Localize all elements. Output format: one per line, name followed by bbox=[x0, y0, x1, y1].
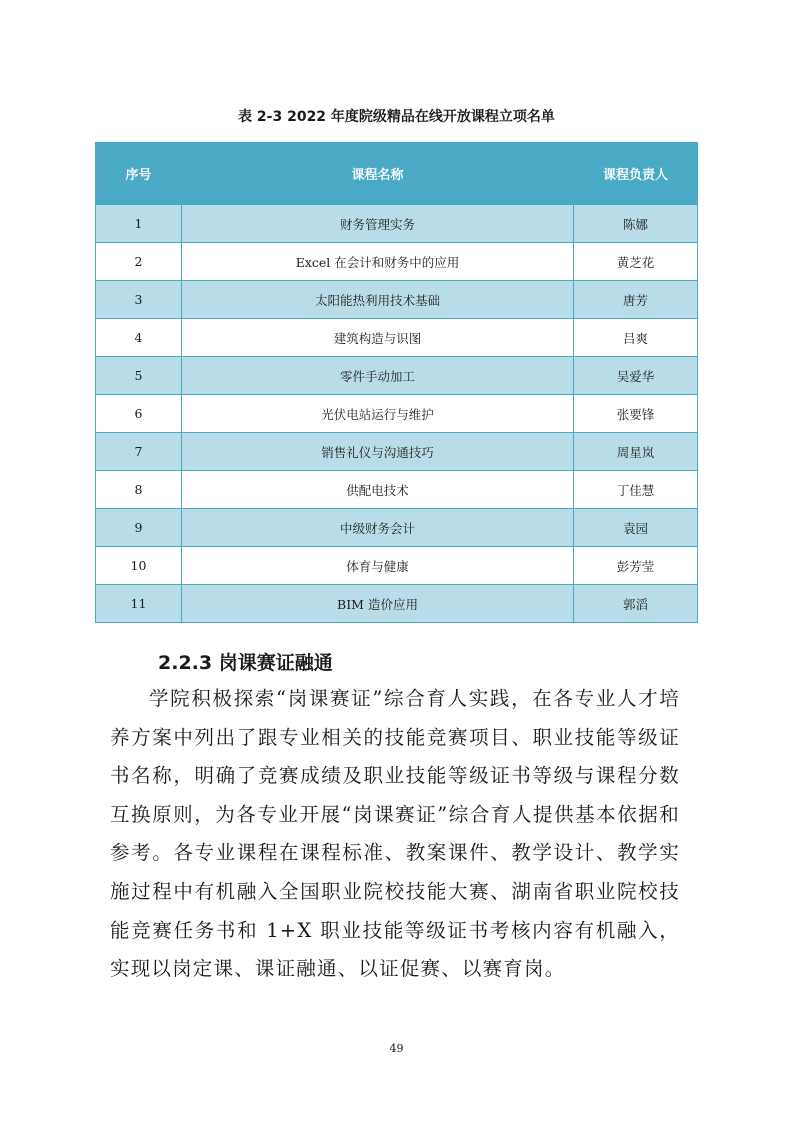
row-course-name: 光伏电站运行与维护 bbox=[182, 395, 574, 433]
row-lead-teacher: 黄芝花 bbox=[574, 243, 698, 281]
table-row bbox=[96, 281, 698, 319]
row-course-name: 中级财务会计 bbox=[182, 509, 574, 547]
row-course-name: 太阳能热利用技术基础 bbox=[182, 281, 574, 319]
row-course-name: 建筑构造与识图 bbox=[182, 319, 574, 357]
row-index: 5 bbox=[96, 357, 182, 395]
table-row bbox=[96, 395, 698, 433]
row-index: 6 bbox=[96, 395, 182, 433]
row-lead-teacher: 张要锋 bbox=[574, 395, 698, 433]
table-row bbox=[96, 471, 698, 509]
row-index: 10 bbox=[96, 547, 182, 585]
row-course-name: Excel 在会计和财务中的应用 bbox=[182, 243, 574, 281]
table-header-row bbox=[96, 143, 698, 205]
table-row bbox=[96, 357, 698, 395]
table-row bbox=[96, 585, 698, 623]
table-row bbox=[96, 509, 698, 547]
row-index: 4 bbox=[96, 319, 182, 357]
header-course-name: 课程名称 bbox=[182, 143, 574, 205]
table-caption: 表 2-3 2022 年度院级精品在线开放课程立项名单 bbox=[238, 109, 555, 125]
table-row bbox=[96, 243, 698, 281]
row-course-name: 零件手动加工 bbox=[182, 357, 574, 395]
header-index: 序号 bbox=[96, 143, 182, 205]
row-lead-teacher: 周星岚 bbox=[574, 433, 698, 471]
row-course-name: 供配电技术 bbox=[182, 471, 574, 509]
page-number: 49 bbox=[389, 1042, 404, 1055]
table-row bbox=[96, 433, 698, 471]
header-lead-teacher: 课程负责人 bbox=[574, 143, 698, 205]
row-index: 2 bbox=[96, 243, 182, 281]
row-index: 1 bbox=[96, 205, 182, 243]
row-course-name: 体育与健康 bbox=[182, 547, 574, 585]
row-lead-teacher: 唐芳 bbox=[574, 281, 698, 319]
row-index: 3 bbox=[96, 281, 182, 319]
table-row bbox=[96, 319, 698, 357]
table-row bbox=[96, 547, 698, 585]
row-index: 8 bbox=[96, 471, 182, 509]
row-lead-teacher: 吴爱华 bbox=[574, 357, 698, 395]
row-lead-teacher: 陈娜 bbox=[574, 205, 698, 243]
row-index: 11 bbox=[96, 585, 182, 623]
row-lead-teacher: 彭芳莹 bbox=[574, 547, 698, 585]
row-course-name: 销售礼仪与沟通技巧 bbox=[182, 433, 574, 471]
table-row bbox=[96, 205, 698, 243]
section-body-paragraph: 学院积极探索“岗课赛证”综合育人实践，在各专业人才培养方案中列出了跟专业相关的技能竞赛项目、职业技能等级证书名称，明确了竞赛成绩及职业技能等级证书等级与课程分数互换原则，为各专业开展“岗课赛证”综合育人提供基本依据和参考。各专业课程在课程标准、教案课件、教学设计、教学实施过程中有机融入全国职业院校技能大赛、湖南省职业院校技能竞赛任务书和 1+X 职业技能等级证书考核内容有机融入，实现以岗定课、课证融通、以证促赛、以赛育岗。 bbox=[110, 687, 680, 981]
row-index: 9 bbox=[96, 509, 182, 547]
row-index: 7 bbox=[96, 433, 182, 471]
row-lead-teacher: 吕爽 bbox=[574, 319, 698, 357]
course-list-table bbox=[95, 142, 698, 623]
row-lead-teacher: 丁佳慧 bbox=[574, 471, 698, 509]
row-course-name: 财务管理实务 bbox=[182, 205, 574, 243]
row-course-name: BIM 造价应用 bbox=[182, 585, 574, 623]
row-lead-teacher: 郭滔 bbox=[574, 585, 698, 623]
section-heading: 2.2.3 岗课赛证融通 bbox=[158, 652, 333, 674]
row-lead-teacher: 袁园 bbox=[574, 509, 698, 547]
